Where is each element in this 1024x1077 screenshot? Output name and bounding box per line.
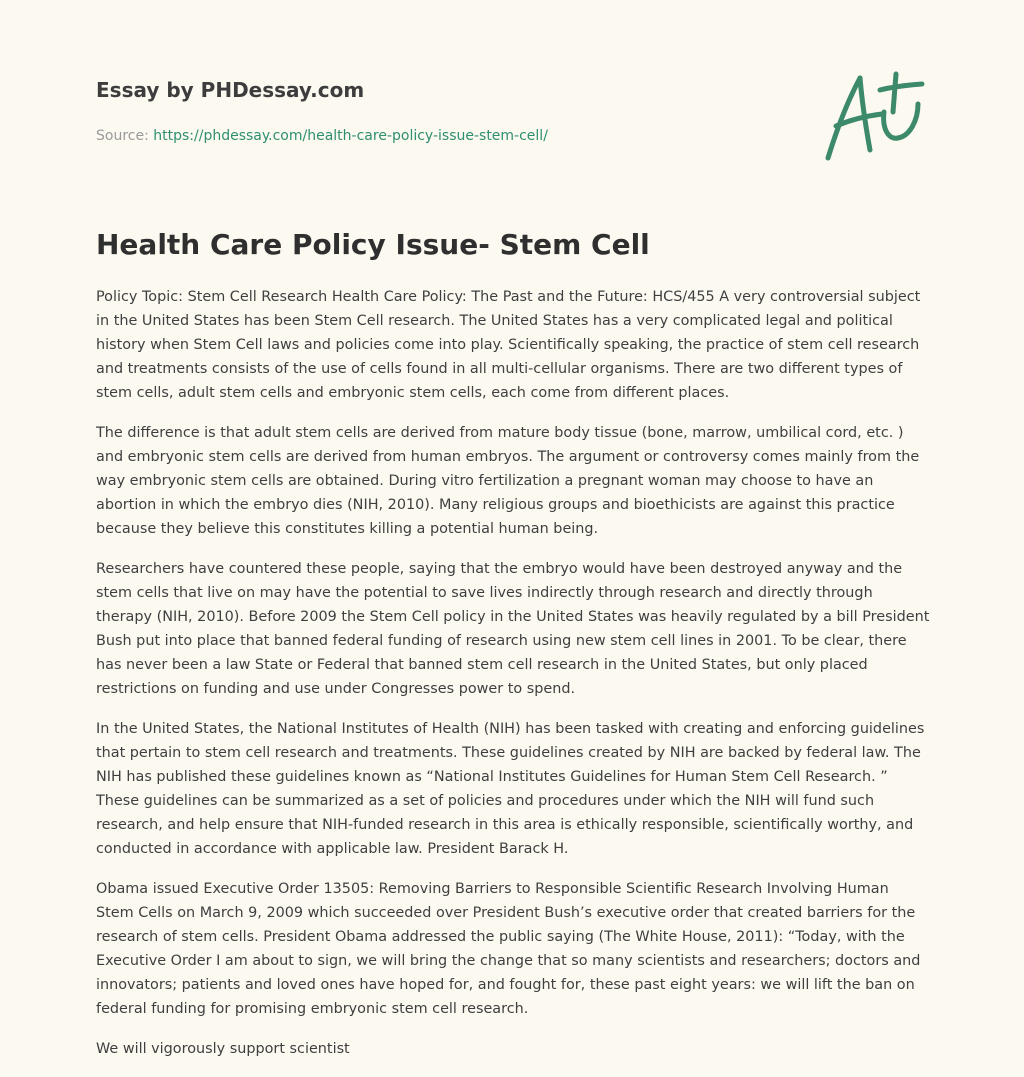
plus-horizontal [880,84,922,90]
paragraph: In the United States, the National Institutes of Health (NIH) has been tasked with creating and enforcing guidelines that pertain to stem cell research and treatments. These guidelines created by NIH are backed by federal law. The NIH has published these guidelines known as “National Institutes Guidelines for Human Stem Cell Research. ” These guidelines can be summarized as a set of policies and procedures under which the NIH will fund such research, and help ensure that NIH-funded research in this area is ethically responsible, scientifically worthy, and conducted in accordance with applicable law. President Barack H. [96,721,925,857]
article-body [96,285,930,1077]
page-header [96,76,796,146]
paragraph: Policy Topic: Stem Cell Research Health Care Policy: The Past and the Future: HCS/455 A very controversial subject in the United States has been Stem Cell research. The United States has a very complicated legal and political history when Stem Cell laws and policies come into play. Scientifically speaking, the practice of stem cell research and treatments consists of the use of cells found in all multi-cellular organisms. There are two different types of stem cells, adult stem cells and embryonic stem cells, each come from different places. [96,289,921,401]
a-plus-logo-svg [822,66,928,166]
swoosh [884,104,918,138]
page-title: Health Care Policy Issue- Stem Cell [96,228,650,261]
paragraph: Obama issued Executive Order 13505: Removing Barriers to Responsible Scientific Research Involving Human Stem Cells on March 9, 2009 which succeeded over President Bush’s executive order that created barriers for the research of stem cells. President Obama addressed the public saying (The White House, 2011): “Today, with the Executive Order I am about to sign, we will bring the change that so many scientists and researchers; doctors and innovators; patients and loved ones have hoped for, and fought for, these past eight years: we will lift the ban on federal funding for promising embryonic stem cell research. [96,881,921,1017]
plus-vertical [893,74,896,112]
paragraph: We will vigorously support scientist [96,1041,350,1057]
a-plus-icon [822,66,928,166]
brand-title: Essay by PHDessay.com [96,78,365,102]
paragraph: The difference is that adult stem cells are derived from mature body tissue (bone, marrow, umbilical cord, etc. ) and embryonic stem cells are derived from human embryos. The argument or controversy comes mainly from the way embryonic stem cells are obtained. During vitro fertilization a pregnant woman may choose to have an abortion in which the embryo dies (NIH, 2010). Many religious groups and bioethicists are against this practice because they believe this constitutes killing a potential human being. [96,425,920,537]
paragraph: Researchers have countered these people, saying that the embryo would have been destroyed anyway and the stem cells that live on may have the potential to save lives indirectly through research and directly through therapy (NIH, 2010). Before 2009 the Stem Cell policy in the United States was heavily regulated by a bill President Bush put into place that banned federal funding of research using new stem cell lines in 2001. To be clear, there has never been a law State or Federal that banned stem cell research in the United States, but only placed restrictions on funding and use under Congresses power to spend. [96,561,930,697]
source-line [96,126,796,146]
source-label: Source: [96,128,154,144]
source-link[interactable]: https://phdessay.com/health-care-policy-issue-stem-cell/ [153,128,548,144]
